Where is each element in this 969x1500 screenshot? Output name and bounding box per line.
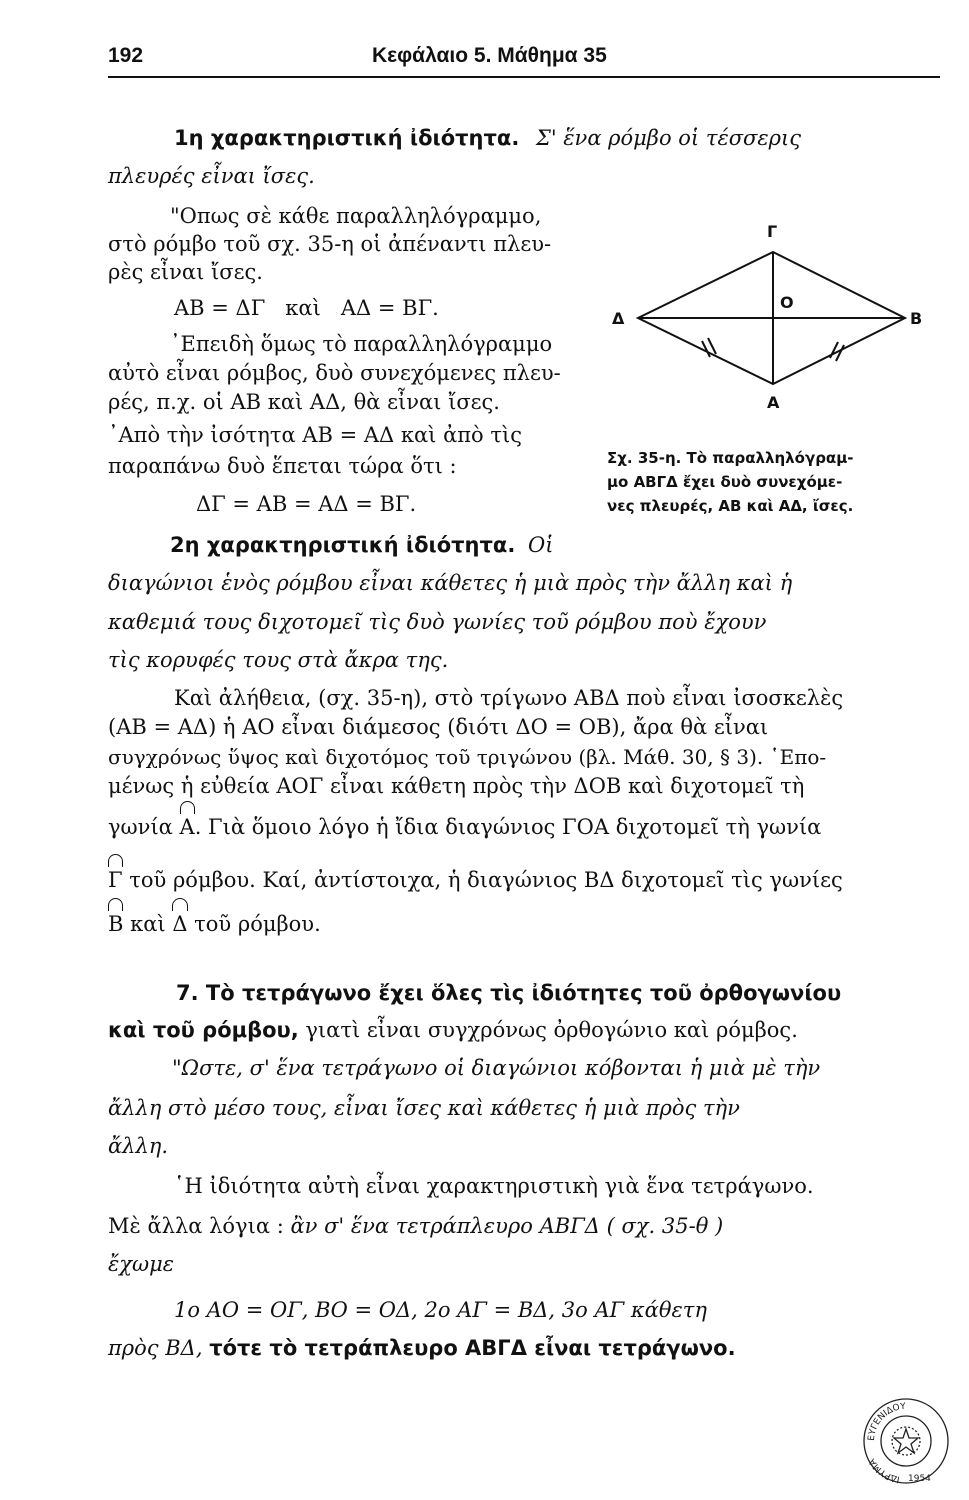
section-number: 7. bbox=[176, 981, 199, 1005]
section7-conditions: 1ο ΑΟ = ΟΓ, ΒΟ = ΟΔ, 2ο ΑΓ = ΒΔ, 3ο ΑΓ κάθετη bbox=[174, 1298, 707, 1322]
proof-text: καὶ bbox=[123, 912, 173, 936]
property1-line: ρές, π.χ. οἱ ΑΒ καὶ ΑΔ, θὰ εἶναι ἴσες. bbox=[108, 390, 500, 414]
stamp-year: 1954 bbox=[908, 1474, 931, 1484]
running-title: Κεφάλαιο 5. Μάθημα 35 bbox=[372, 44, 607, 67]
property1-line: ᾿Απὸ τὴν ἰσότητα ΑΒ = ΑΔ καὶ ἀπὸ τὶς bbox=[108, 423, 522, 447]
section7-other-words-line bbox=[108, 1212, 723, 1240]
property2-statement-line: καθεμιά τους διχοτομεῖ τὶς δυὸ γωνίες τοῦ ρόμβου ποὺ ἔχουν bbox=[108, 610, 767, 634]
section7-title-line bbox=[176, 979, 841, 1007]
proof-line: (ΑΒ = ΑΔ) ἡ ΑΟ εἶναι διάμεσος (διότι ΔΟ = ΟΒ), ἄρα θὰ εἶναι bbox=[108, 715, 769, 739]
vertex-label-top: Γ bbox=[767, 225, 778, 241]
property1-line: παραπάνω δυὸ ἕπεται τώρα ὅτι : bbox=[108, 454, 457, 478]
property1-line: αὐτὸ εἶναι ρόμβος, δυὸ συνεχόμενες πλευ- bbox=[108, 361, 561, 385]
section7-conclusion-italic: πρὸς ΒΔ, bbox=[108, 1336, 210, 1360]
property2-heading-line bbox=[170, 531, 553, 559]
section7-conclusion-line bbox=[108, 1334, 736, 1362]
section7-italic-line: "Ωστε, σ' ἕνα τετράγωνο οἱ διαγώνιοι κόβονται ἡ μιὰ μὲ τὴν bbox=[172, 1056, 821, 1080]
stamp-emblem bbox=[892, 1427, 920, 1455]
section-title: Τὸ τετράγωνο ἔχει ὅλες τὶς ἰδιότητες τοῦ ὀρθογωνίου bbox=[205, 981, 842, 1005]
proof-line bbox=[108, 813, 821, 841]
stamp-left-text: ΙΔΡΥΜΑ bbox=[867, 1456, 901, 1484]
proof-line bbox=[108, 866, 843, 894]
property2-statement-line: τὶς κορυφές τους στὰ ἄκρα της. bbox=[108, 648, 449, 672]
figure-caption-line: μο ΑΒΓΔ ἔχει δυὸ συνεχόμε- bbox=[607, 473, 843, 491]
rhombus-figure bbox=[590, 225, 950, 425]
property2-statement-start: Οἱ bbox=[527, 533, 554, 557]
tick-mark bbox=[708, 338, 716, 354]
library-stamp bbox=[860, 1395, 952, 1487]
section7-other-words-italic: ἂν σ' ἕνα τετράπλευρο ΑΒΓΔ ( σχ. 35-θ ) bbox=[290, 1214, 724, 1238]
page-number: 192 bbox=[108, 44, 144, 67]
property1-statement-end: πλευρές εἶναι ἴσες. bbox=[108, 164, 315, 188]
section7-italic-line: ἄλλη. bbox=[108, 1134, 169, 1158]
property2-label: 2η χαρακτηριστική ἰδιότητα. bbox=[170, 533, 516, 557]
section7-conclusion-bold: τότε τὸ τετράπλευρο ΑΒΓΔ εἶναι τετράγωνο. bbox=[209, 1336, 736, 1360]
stamp-emblem-star bbox=[894, 1429, 918, 1453]
property1-line: "Οπως σὲ κάθε παραλληλόγραμμο, bbox=[170, 204, 542, 228]
vertex-label-bottom: Α bbox=[767, 393, 780, 412]
property1-line: ᾿Επειδὴ ὅμως τὸ παραλληλόγραμμο bbox=[170, 332, 553, 356]
property1-label: 1η χαρακτηριστική ἰδιότητα. bbox=[174, 126, 520, 150]
proof-text: . Γιὰ ὅμοιο λόγο ἡ ἴδια διαγώνιος ΓΟΑ διχοτομεῖ τὴ γωνία bbox=[194, 815, 822, 839]
section-title-rest: γιατὶ εἶναι συγχρόνως ὀρθογώνιο καὶ ρόμβος. bbox=[298, 1018, 798, 1042]
property1-equation: ΑΒ = ΔΓ καὶ ΑΔ = ΒΓ. bbox=[174, 296, 439, 320]
angle-symbol: Δ bbox=[172, 912, 188, 936]
stamp-top-text: ΕΥΓΕΝΙΔΟΥ bbox=[866, 1401, 907, 1442]
proof-line bbox=[108, 910, 321, 938]
property1-line: ρὲς εἶναι ἴσες. bbox=[108, 260, 263, 284]
angle-symbol: Γ bbox=[108, 868, 123, 892]
center-label: Ο bbox=[780, 293, 794, 312]
property1-line: στὸ ρόμβο τοῦ σχ. 35-η οἱ ἀπέναντι πλευ- bbox=[108, 232, 552, 256]
section7-exo: ἔχωμε bbox=[108, 1252, 175, 1276]
proof-text: τοῦ ρόμβου. Καί, ἀντίστοιχα, ἡ διαγώνιος ΒΔ διχοτομεῖ τὶς γωνίες bbox=[122, 868, 843, 892]
property1-equation2: ΔΓ = ΑΒ = ΑΔ = ΒΓ. bbox=[196, 492, 417, 516]
property1-heading-line bbox=[174, 124, 801, 152]
section7-char-line: ῾Η ἰδιότητα αὐτὴ εἶναι χαρακτηριστικὴ γιὰ ἕνα τετράγωνο. bbox=[174, 1174, 814, 1198]
tick-mark bbox=[830, 342, 838, 358]
figure-caption-line: νες πλευρές, ΑΒ καὶ ΑΔ, ἴσες. bbox=[607, 497, 854, 515]
section7-italic-line: ἄλλη στὸ μέσο τους, εἶναι ἴσες καὶ κάθετες ἡ μιὰ πρὸς τὴν bbox=[108, 1096, 740, 1120]
vertex-label-right: Β bbox=[910, 309, 923, 328]
stamp-inner-ring bbox=[881, 1416, 931, 1466]
proof-line: μένως ἡ εὐθεία ΑΟΓ εἶναι κάθετη πρὸς τὴν ΔΟΒ καὶ διχοτομεῖ τὴ bbox=[108, 774, 805, 798]
section-title-cont: καὶ τοῦ ρόμβου, bbox=[108, 1018, 299, 1042]
vertex-label-left: Δ bbox=[612, 309, 625, 328]
property2-statement-line: διαγώνιοι ἑνὸς ρόμβου εἶναι κάθετες ἡ μιὰ πρὸς τὴν ἄλλη καὶ ἡ bbox=[108, 571, 793, 595]
figure-caption-line: Σχ. 35-η. Τὸ παραλληλόγραμ- bbox=[607, 449, 854, 467]
section7-other-words-pre: Μὲ ἄλλα λόγια : bbox=[108, 1214, 291, 1238]
proof-line: συγχρόνως ὕψος καὶ διχοτόμος τοῦ τριγώνου (βλ. Μάθ. 30, § 3). ῾Επο- bbox=[108, 745, 827, 769]
section7-title-line2 bbox=[108, 1016, 798, 1044]
property1-statement: Σ' ἕνα ρόμβο οἱ τέσσερις bbox=[535, 126, 801, 150]
header-rule bbox=[108, 76, 940, 78]
proof-line: Καὶ ἀλήθεια, (σχ. 35-η), στὸ τρίγωνο ΑΒΔ ποὺ εἶναι ἰσοσκελὲς bbox=[174, 686, 844, 710]
angle-symbol: Β bbox=[108, 912, 124, 936]
proof-text: τοῦ ρόμβου. bbox=[187, 912, 321, 936]
angle-symbol: Α bbox=[179, 815, 195, 839]
proof-text: γωνία bbox=[108, 815, 180, 839]
